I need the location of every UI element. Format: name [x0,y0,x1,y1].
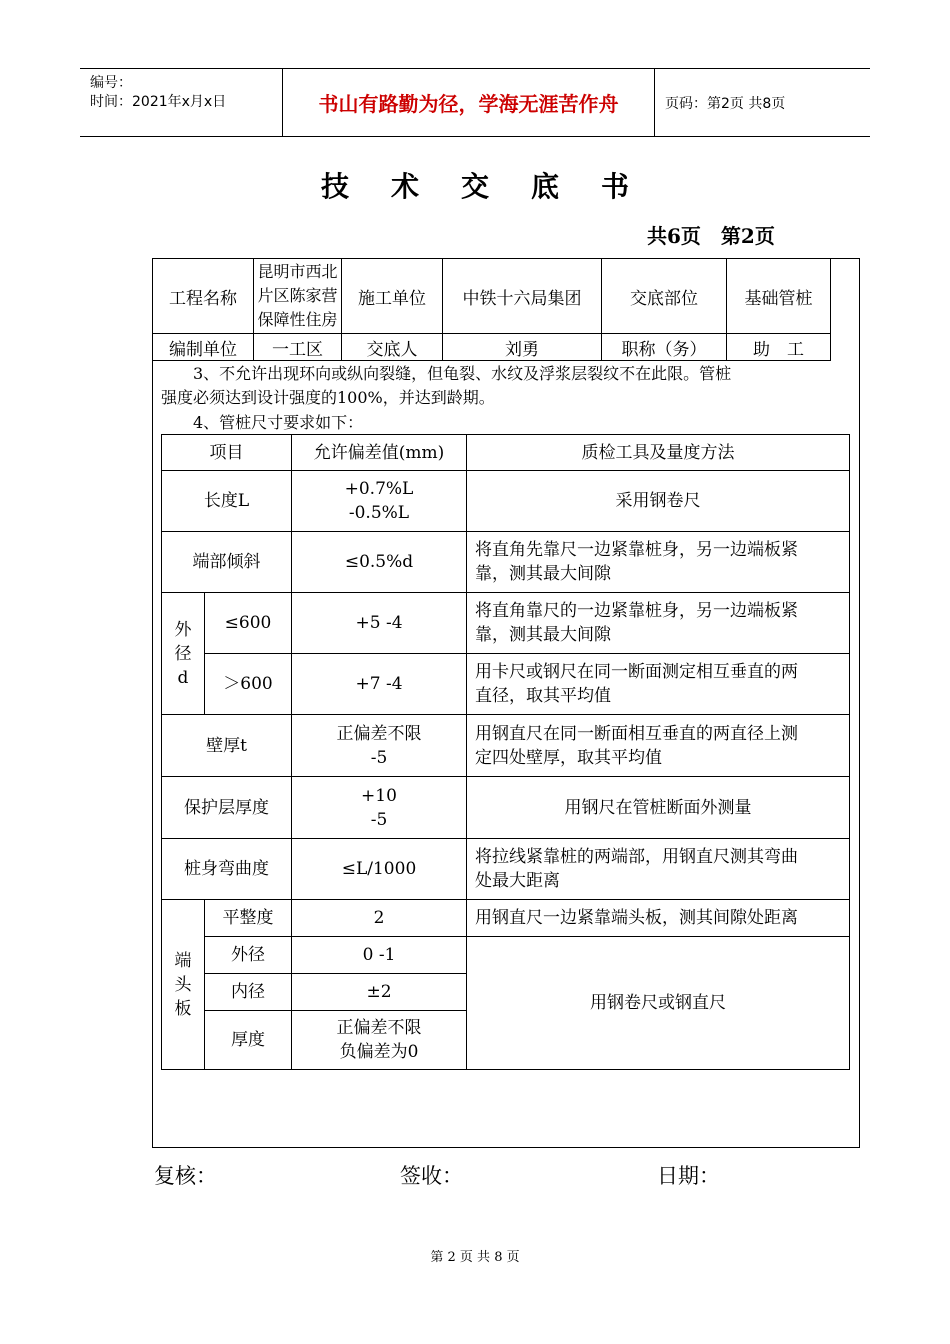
group-plate [162,900,205,1070]
deviation-line: -0.5%L [348,503,410,523]
deviation-line: +0.7%L [344,479,414,499]
table-row [162,777,850,839]
table-row [162,839,850,900]
part-value: 基础管桩 [727,259,831,334]
spec-table [161,434,850,1070]
contractor-value: 中铁十六局集团 [443,259,602,334]
table-row [162,654,850,715]
table-row [162,532,850,593]
deviation-cell [292,1011,467,1070]
sub-item-cell: 外径 [205,937,292,974]
deviation-cell [292,715,467,777]
deviation-line: 负偏差为0 [339,1042,419,1062]
deviation-cell: +5 -4 [292,593,467,654]
paragraph-4: 4、管桩尺寸要求如下： [161,413,364,432]
method-cell [467,839,850,900]
method-line: 靠，测其最大间隙 [475,564,611,584]
deviation-cell: 2 [292,900,467,937]
contractor-label: 施工单位 [342,259,443,334]
method-cell [467,715,850,777]
sub-item-cell: 内径 [205,974,292,1011]
item-cell: 壁厚t [162,715,292,777]
group-label: 端头板 [174,950,192,1019]
deviation-cell: ±2 [292,974,467,1011]
date-label: 日期： [657,1164,720,1188]
method-line: 定四处壁厚，取其平均值 [475,747,662,768]
deviation-line: 正偏差不限 [336,1018,422,1038]
person-value: 刘勇 [443,334,602,361]
table-row [162,471,850,532]
sub-item-cell: ≤600 [205,593,292,654]
part-label: 交底部位 [602,259,727,334]
method-line: 处最大距离 [475,871,560,891]
sub-item-cell: ＞600 [205,654,292,715]
deviation-cell [292,777,467,839]
info-table [152,258,831,361]
title-value: 助 工 [727,334,831,361]
method-line: 将直角先靠尺一边紧靠桩身，另一边端板紧 [475,540,798,560]
review-label: 复核： [154,1164,217,1188]
motto: 书山有路勤为径，学海无涯苦作舟 [318,92,619,116]
header-method: 质检工具及量度方法 [467,435,850,471]
doc-pages: 共6页 第2页 [647,224,775,248]
method-line: 用钢直尺在同一断面相互垂直的两直径上测 [475,723,798,744]
deviation-cell: ≤L/1000 [292,839,467,900]
time-label: 时间：2021年x月x日 [90,94,227,110]
header-motto-cell [283,69,655,136]
deviation-cell: +7 -4 [292,654,467,715]
deviation-cell [292,471,467,532]
item-cell: 保护层厚度 [162,777,292,839]
header-meta [80,69,283,136]
method-cell [467,593,850,654]
project-value-line: 昆明市西北 [257,262,338,281]
item-cell: 桩身弯曲度 [162,839,292,900]
method-line: 直径，取其平均值 [475,686,611,706]
deviation-line: 正偏差不限 [336,723,422,744]
person-label: 交底人 [342,334,443,361]
table-row [162,593,850,654]
table-row [162,715,850,777]
sub-item-cell: 厚度 [205,1011,292,1070]
deviation-line: -5 [370,809,388,830]
header-item: 项目 [162,435,292,471]
deviation-line: -5 [370,747,388,768]
method-cell: 采用钢卷尺 [467,471,850,532]
prep-label: 编制单位 [153,334,254,361]
method-cell: 用钢尺在管桩断面外测量 [467,777,850,839]
group-label: 外径d [174,619,192,688]
item-cell: 长度L [162,471,292,532]
method-cell: 用钢卷尺或钢直尺 [467,937,850,1070]
page-footer: 第 2 页 共 8 页 [430,1250,520,1265]
header-page-cell [655,69,870,136]
doc-title: 技术交底书 [320,170,671,203]
header-deviation: 允许偏差值(mm) [292,435,467,471]
prep-value: 一工区 [254,334,342,361]
deviation-cell: ≤0.5%d [292,532,467,593]
table-row [162,937,850,974]
header-page-info: 页码：第2页 共8页 [665,95,786,112]
project-value-line: 片区陈家营 [257,286,338,305]
project-value-line: 保障性住房 [257,310,338,329]
sign-label: 签收： [400,1164,463,1188]
paragraph-3-line-2: 强度必须达到设计强度的100%，并达到龄期。 [161,388,495,407]
item-cell: 端部倾斜 [162,532,292,593]
deviation-cell: 0 -1 [292,937,467,974]
method-cell [467,654,850,715]
table-row [162,900,850,937]
method-cell [467,532,850,593]
deviation-line: +10 [361,785,397,806]
method-line: 将直角靠尺的一边紧靠桩身，另一边端板紧 [475,601,798,621]
method-line: 将拉线紧靠桩的两端部，用钢直尺测其弯曲 [475,847,798,867]
group-od [162,593,205,715]
method-line: 靠，测其最大间隙 [475,625,611,645]
project-label: 工程名称 [153,259,254,334]
method-line: 用卡尺或钢尺在同一断面测定相互垂直的两 [475,662,798,682]
code-label: 编号： [90,75,132,91]
page-header [80,68,870,137]
project-value [254,259,342,334]
sub-item-cell: 平整度 [205,900,292,937]
paragraph-3-line-1: 3、不允许出现环向或纵向裂缝，但龟裂、水纹及浮浆层裂纹不在此限。管桩 [161,364,732,383]
table-row [162,435,850,471]
method-cell: 用钢直尺一边紧靠端头板，测其间隙处距离 [467,900,850,937]
title-label: 职称（务） [602,334,727,361]
